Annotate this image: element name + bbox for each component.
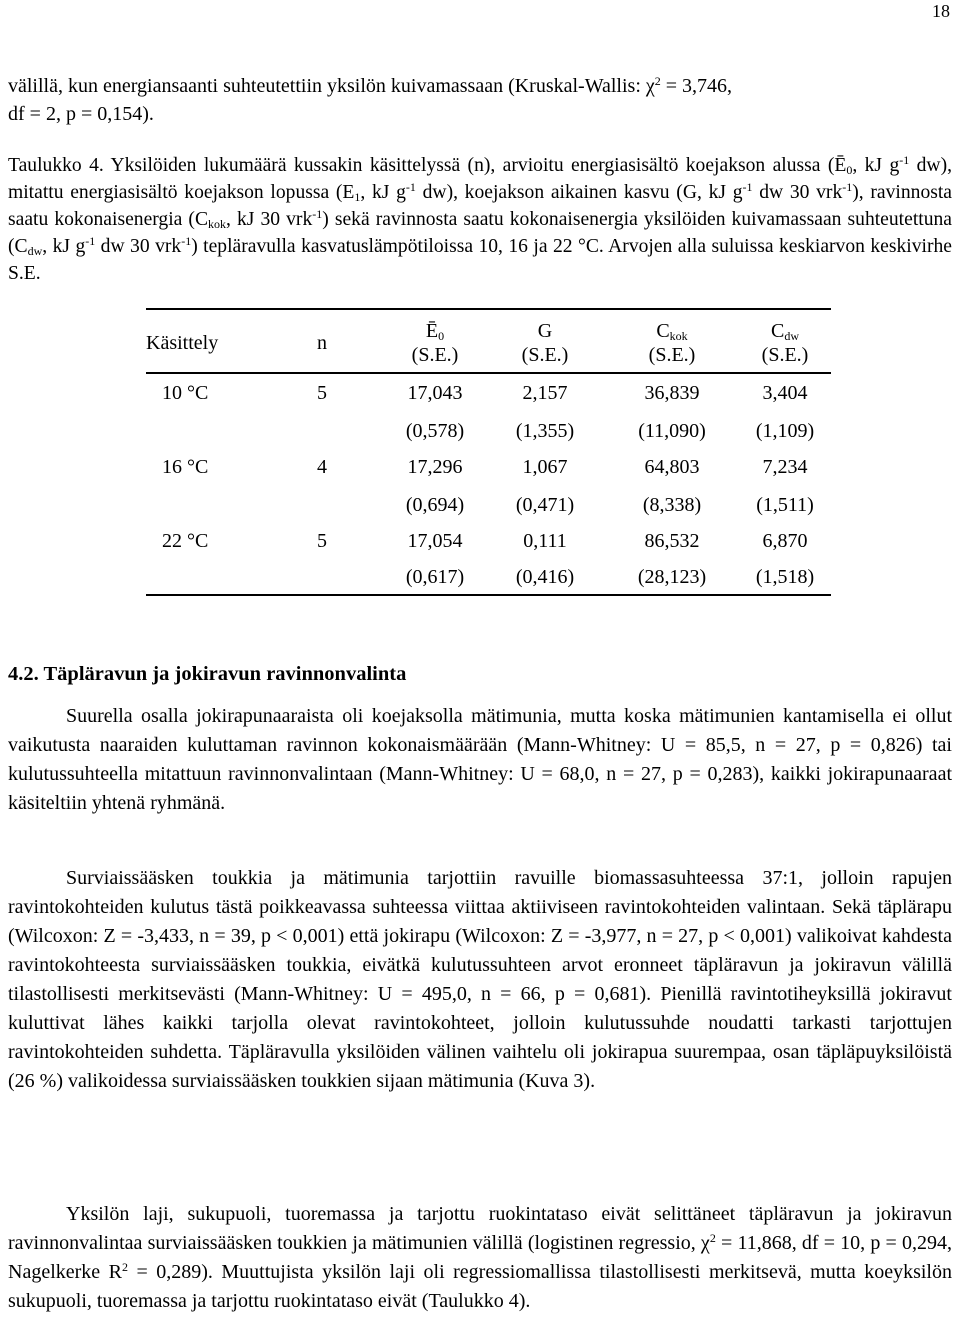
row-label: 10 °C	[162, 382, 209, 404]
cell-g: 1,067	[522, 456, 568, 478]
cell-cdw: 6,870	[762, 530, 808, 552]
intro-paragraph: välillä, kun energiansaanti suhteutettiin yksilön kuivamassaan (Kruskal-Wallis: $\chi^2 = 3,746$, df = 2, p = 0,154).	[8, 74, 733, 125]
row-label: 16 °C	[162, 456, 209, 478]
page-number: 18	[932, 1, 950, 21]
header-g: G	[537, 320, 553, 342]
cell-g-se: (1,355)	[515, 420, 575, 442]
cell-cdw-se: (1,511)	[756, 494, 814, 516]
header-ckok-se: (S.E.)	[648, 344, 696, 366]
header-n: n	[317, 332, 327, 354]
header-e0-se: (S.E.)	[411, 344, 459, 366]
header-cdw: $C_{dw}$	[770, 320, 799, 343]
section-heading: 4.2. Täpläravun ja jokiravun ravinnonvalinta	[8, 663, 407, 685]
cell-cdw-se: (1,518)	[755, 566, 815, 588]
cell-ckok: 64,803	[644, 456, 700, 478]
cell-n: 5	[317, 530, 327, 552]
cell-cdw: 7,234	[762, 456, 808, 478]
table-bottom-rule	[146, 594, 831, 596]
cell-e0-se: (0,694)	[405, 494, 465, 516]
body-paragraph-1: Suurella osalla jokirapunaaraista oli koejaksolla mätimunia, mutta koska mätimunien kantamisella ei ollut vaikutusta naaraiden kuluttaman ravinnon kokonaismäärään (Mann-Whitney: U = 85,5, n = 27, p = 0,826) tai kulutussuhteella mitattuun ravinnonvalintaan (Mann-Whitney: U = 68,0, n = 27, p = 0,283), kaikki jokirapunaaraat käsiteltiin yhtenä ryhmänä.	[8, 705, 952, 814]
cell-n: 5	[317, 382, 327, 404]
cell-n: 4	[317, 456, 327, 478]
body-paragraph-3: Yksilön laji, sukupuoli, tuoremassa ja tarjottu ruokintataso eivät selittäneet täpläravun ja jokiravun ravinnonvalintaa surviaissääsken toukkien ja mätimunien välillä (logistinen regressio, $\chi^2 = 11,868$, df = 10, p = 0,294, Nagelkerke $R^2 = 0,289$). Muuttujista yksilön laji oli regressiomallissa tilastollisesti merkitsevä, mutta koeyksilön sukupuoli, tuoremassa ja tarjottu ruokintataso eivät (Taulukko 4).	[8, 1203, 952, 1312]
header-e0: $Ē_0$	[425, 320, 445, 343]
cell-e0-se: (0,617)	[405, 566, 465, 588]
cell-cdw-se: (1,109)	[755, 420, 815, 442]
cell-e0: 17,054	[407, 530, 463, 552]
cell-e0: 17,043	[407, 382, 463, 404]
table-top-rule	[146, 308, 831, 310]
header-kasittely: Käsittely	[146, 332, 219, 354]
header-ckok: $C_{kok}$	[656, 320, 688, 343]
cell-g-se: (0,416)	[515, 566, 575, 588]
table-header-rule	[146, 372, 831, 374]
cell-g-se: (0,471)	[515, 494, 575, 516]
cell-ckok: 36,839	[644, 382, 700, 404]
cell-cdw: 3,404	[762, 382, 808, 404]
header-cdw-se: (S.E.)	[761, 344, 809, 366]
body-paragraph-2: Surviaissääsken toukkia ja mätimunia tarjottiin ravuille biomassasuhteessa 37:1, jolloin rapujen ravintokohteiden kulutus tästä poikkeavassa suhteessa viittaa aktiiviseen ravintokohteiden valintaan. Sekä täplärapu (Wilcoxon: Z = -3,433, n = 39, p < 0,001) että jokirapu (Wilcoxon: Z = -3,977, n = 27, p < 0,001) valikoivat kahdesta ravintokohteesta surviaissääsken toukkia, eivätkä kulutussuhteen arvot eronneet täpläravun ja jokiravun välillä tilastollisesti merkitsevästi (Mann-Whitney: U = 495,0, n = 66, p = 0,681). Pienillä ravintotiheyksillä jokiravut kuluttivat lähes kaikki tarjolla olevat ravintokohteet, jolloin kulutussuhde noudatti tarkasti tarjottujen ravintokohteiden suhdetta. Täpläravulla yksilöiden välinen vaihtelu oli jokirapua suurempaa, osan täpläpuyksilöistä (26 %) valikoidessa surviaissääsken toukkien sijaan mätimunia (Kuva 3).	[8, 867, 952, 1092]
cell-ckok: 86,532	[644, 530, 700, 552]
cell-e0-se: (0,578)	[405, 420, 465, 442]
cell-g: 0,111	[523, 530, 567, 552]
row-label: 22 °C	[162, 530, 209, 552]
cell-ckok-se: (8,338)	[642, 494, 702, 516]
cell-e0: 17,296	[407, 456, 463, 478]
cell-g: 2,157	[522, 382, 568, 404]
cell-ckok-se: (11,090)	[638, 420, 706, 442]
table-caption: Taulukko 4. Yksilöiden lukumäärä kussakin käsittelyssä (n), arvioitu energiasisältö koejakson alussa ($Ē_0$, kJ $g^{-1}$ dw), mitattu energiasisältö koejakson lopussa ($E_1$, kJ $g^{-1}$ dw), koejakson aikainen kasvu (G, kJ $g^{-1}$ dw 30 vrk$^{-1}$), ravinnosta saatu kokonaisenergia ($C_{kok}$, kJ 30 vrk$^{-1}$) sekä ravinnosta saatu kokonaisenergia yksilöiden kuivamassaan suhteutettuna ($C_{dw}$, kJ $g^{-1}$ dw 30 vrk$^{-1}$) tepläravulla kasvatuslämpötiloissa 10, 16 ja 22 °C. Arvojen alla suluissa keskiarvon keskivirhe S.E.	[8, 153, 953, 284]
cell-ckok-se: (28,123)	[637, 566, 707, 588]
header-g-se: (S.E.)	[521, 344, 569, 366]
